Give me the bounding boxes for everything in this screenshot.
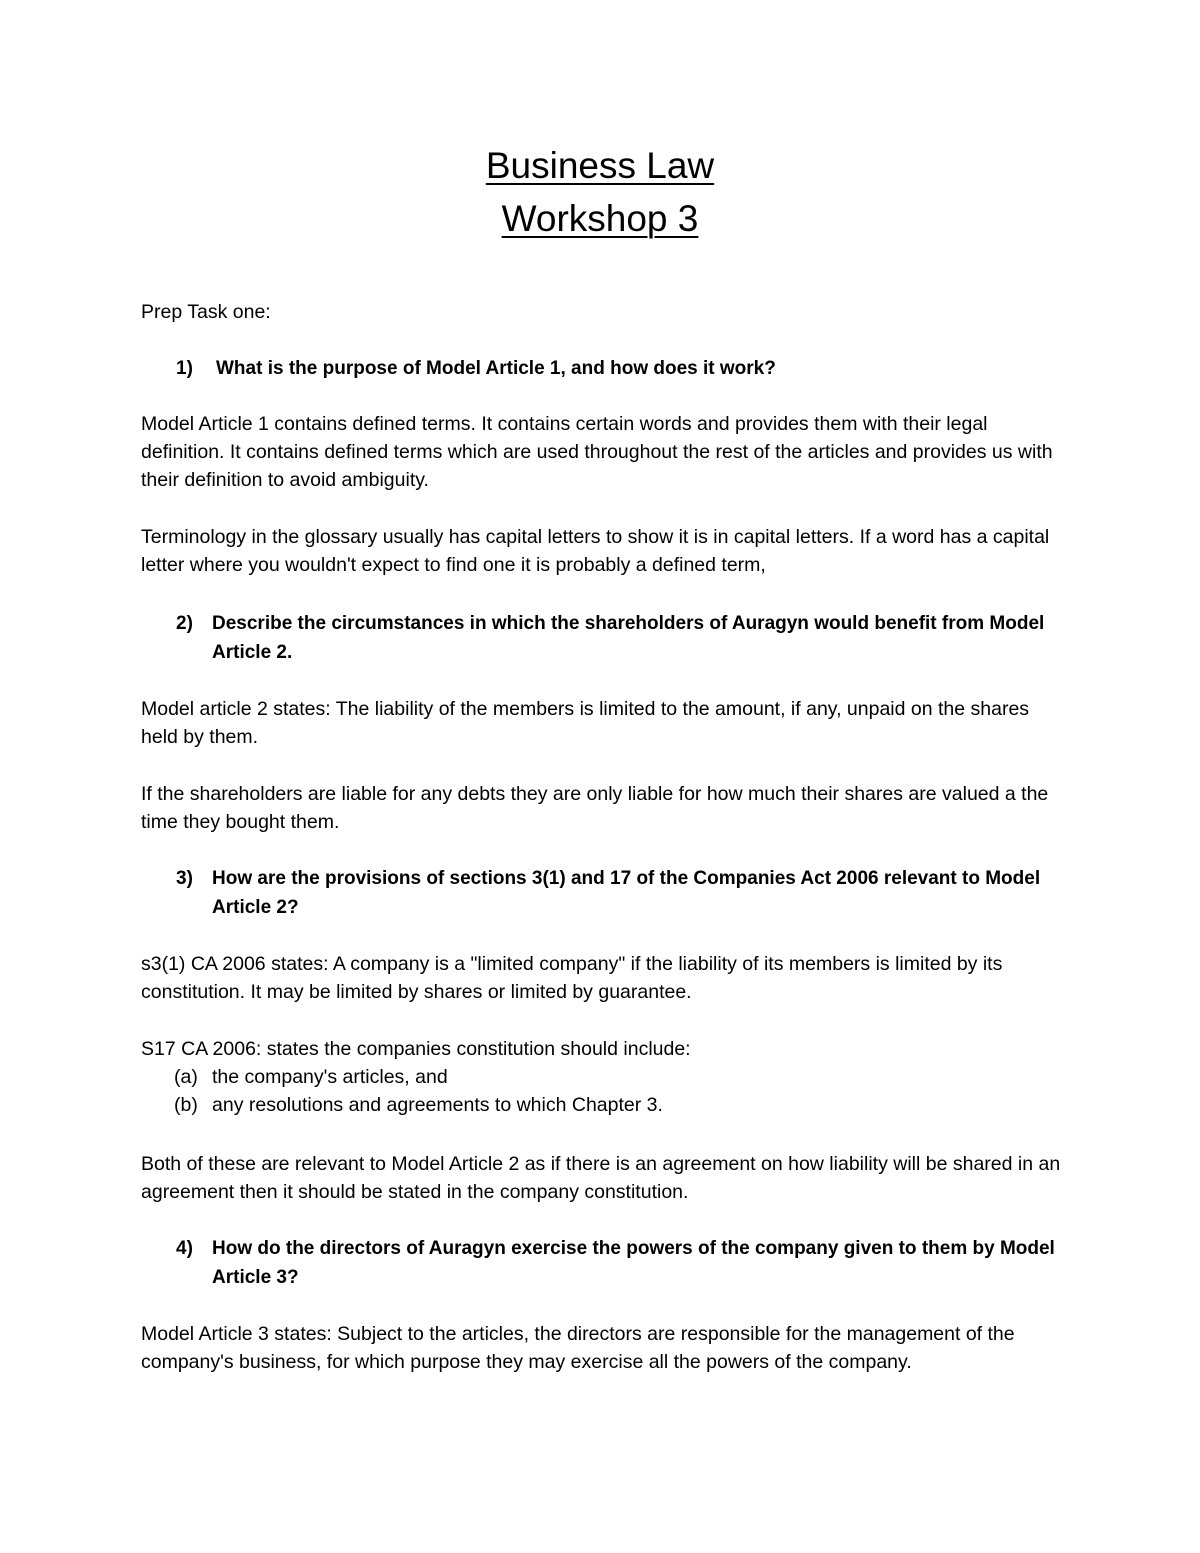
document-title: Business Law [485,145,715,186]
list-marker: (b) [174,1094,198,1116]
question-2-text: Describe the circumstances in which the shareholders of Auragyn would benefit from Model Article 2. [212,613,1045,663]
answer-paragraph: S17 CA 2006: states the companies constitution should include: [141,1038,691,1060]
question-3-text: How are the provisions of sections 3(1) and 17 of the Companies Act 2006 relevant to Model Article 2? [212,868,1041,918]
list-item-text: the company's articles, and [212,1066,448,1088]
s17-list-item [174,1063,1074,1091]
question-2 [176,609,1076,667]
answer-paragraph: s3(1) CA 2006 states: A company is a "limited company" if the liability of its members is limited by its constitution. It may be limited by shares or limited by guarantee. [141,953,1003,1003]
question-4-number: 4) [176,1238,193,1259]
question-3-number: 3) [176,868,193,889]
question-1-text: What is the purpose of Model Article 1, and how does it work? [216,358,776,379]
list-item [174,1091,1074,1119]
question-1 [176,354,1076,383]
question-4-text: How do the directors of Auragyn exercise the powers of the company given to them by Model Article 3? [212,1238,1055,1288]
list-item-text: any resolutions and agreements to which Chapter 3. [212,1094,663,1116]
list-item [174,1063,1074,1091]
answer-paragraph: If the shareholders are liable for any debts they are only liable for how much their shares are valued a the time they bought them. [141,783,1049,833]
answer-paragraph: Model article 2 states: The liability of the members is limited to the amount, if any, unpaid on the shares held by them. [141,698,1030,748]
question-2-number: 2) [176,613,193,634]
answer-paragraph: Model Article 1 contains defined terms. It contains certain words and provides them with their legal definition. It contains defined terms which are used throughout the rest of the articles and provides us with their definition to avoid ambiguity. [141,413,1053,491]
answer-paragraph: Terminology in the glossary usually has capital letters to show it is in capital letters. If a word has a capital letter where you wouldn't expect to find one it is probably a defined term, [141,526,1050,576]
question-4 [176,1234,1076,1292]
question-3 [176,864,1076,922]
prep-task-heading: Prep Task one: [141,301,271,323]
answer-paragraph: Model Article 3 states: Subject to the articles, the directors are responsible for the management of the company's business, for which purpose they may exercise all the powers of the company. [141,1323,1015,1373]
document-subtitle: Workshop 3 [501,198,699,239]
question-1-number: 1) [176,358,193,379]
list-marker: (a) [174,1066,198,1088]
answer-paragraph: Both of these are relevant to Model Article 2 as if there is an agreement on how liability will be shared in an agreement then it should be stated in the company constitution. [141,1153,1061,1203]
s17-list-item [174,1091,1074,1119]
